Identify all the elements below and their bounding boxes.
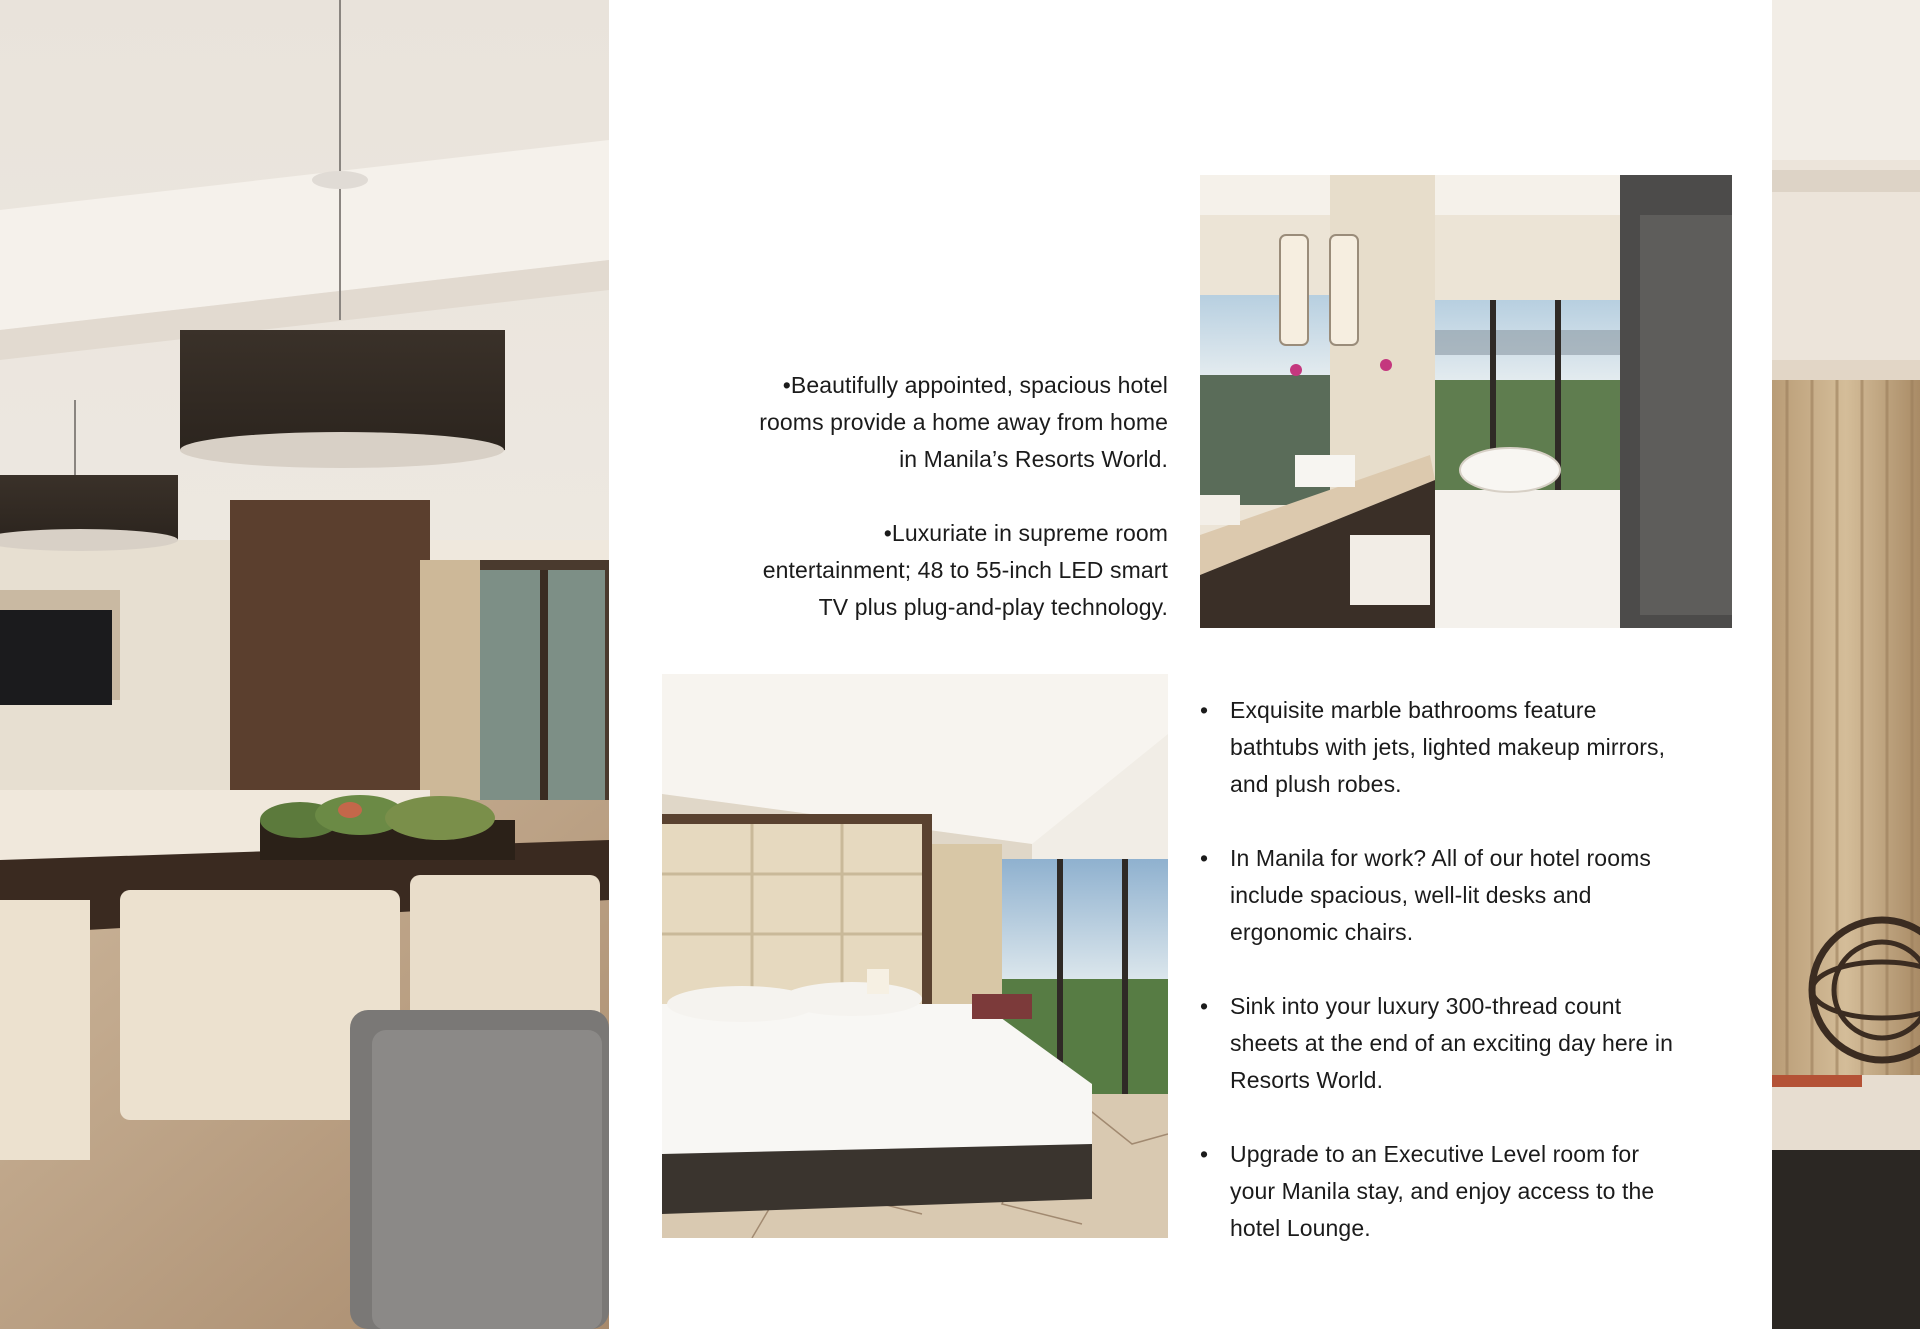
feature-item-work	[1198, 840, 1738, 951]
feature-text: and plush robes.	[1230, 771, 1402, 797]
feature-text: hotel Lounge.	[1230, 1215, 1371, 1241]
bedroom-photo	[662, 674, 1168, 1238]
bullet-icon: •	[1200, 1141, 1209, 1167]
feature-item-sheets	[1198, 988, 1738, 1099]
feature-text: Sink into your luxury 300-thread count	[1230, 993, 1622, 1019]
top-feature-list	[690, 367, 1168, 663]
feature-text: Luxuriate in supreme room	[891, 520, 1168, 546]
feature-text: ergonomic chairs.	[1230, 919, 1414, 945]
feature-text: Resorts World.	[1230, 1067, 1384, 1093]
feature-text: your Manila stay, and enjoy access to the	[1230, 1178, 1655, 1204]
feature-text: Upgrade to an Executive Level room for	[1230, 1141, 1640, 1167]
feature-text: sheets at the end of an exciting day here in	[1230, 1030, 1673, 1056]
marble-bathroom-photo	[1200, 175, 1732, 628]
feature-text: entertainment; 48 to 55-inch LED smart	[762, 557, 1168, 583]
feature-text: In Manila for work? All of our hotel rooms	[1230, 845, 1651, 871]
feature-text: bathtubs with jets, lighted makeup mirrors,	[1230, 734, 1666, 760]
bullet-icon: •	[883, 520, 892, 546]
bullet-icon: •	[782, 372, 791, 398]
feature-text: in Manila’s Resorts World.	[899, 446, 1168, 472]
feature-item-executive	[1198, 1136, 1738, 1247]
feature-item-entertainment	[690, 515, 1168, 626]
feature-item-rooms	[690, 367, 1168, 478]
feature-text: include spacious, well-lit desks and	[1230, 882, 1592, 908]
bullet-icon: •	[1200, 697, 1209, 723]
bullet-icon: •	[1200, 993, 1209, 1019]
feature-text: Beautifully appointed, spacious hotel	[790, 372, 1168, 398]
dining-room-photo	[0, 0, 609, 1329]
feature-item-bathrooms	[1198, 692, 1738, 803]
feature-text: TV plus plug-and-play technology.	[818, 594, 1168, 620]
feature-text: rooms provide a home away from home	[759, 409, 1168, 435]
suite-detail-photo	[1772, 0, 1920, 1329]
feature-text: Exquisite marble bathrooms feature	[1230, 697, 1597, 723]
bullet-icon: •	[1200, 845, 1209, 871]
bottom-feature-list	[1198, 692, 1738, 1284]
